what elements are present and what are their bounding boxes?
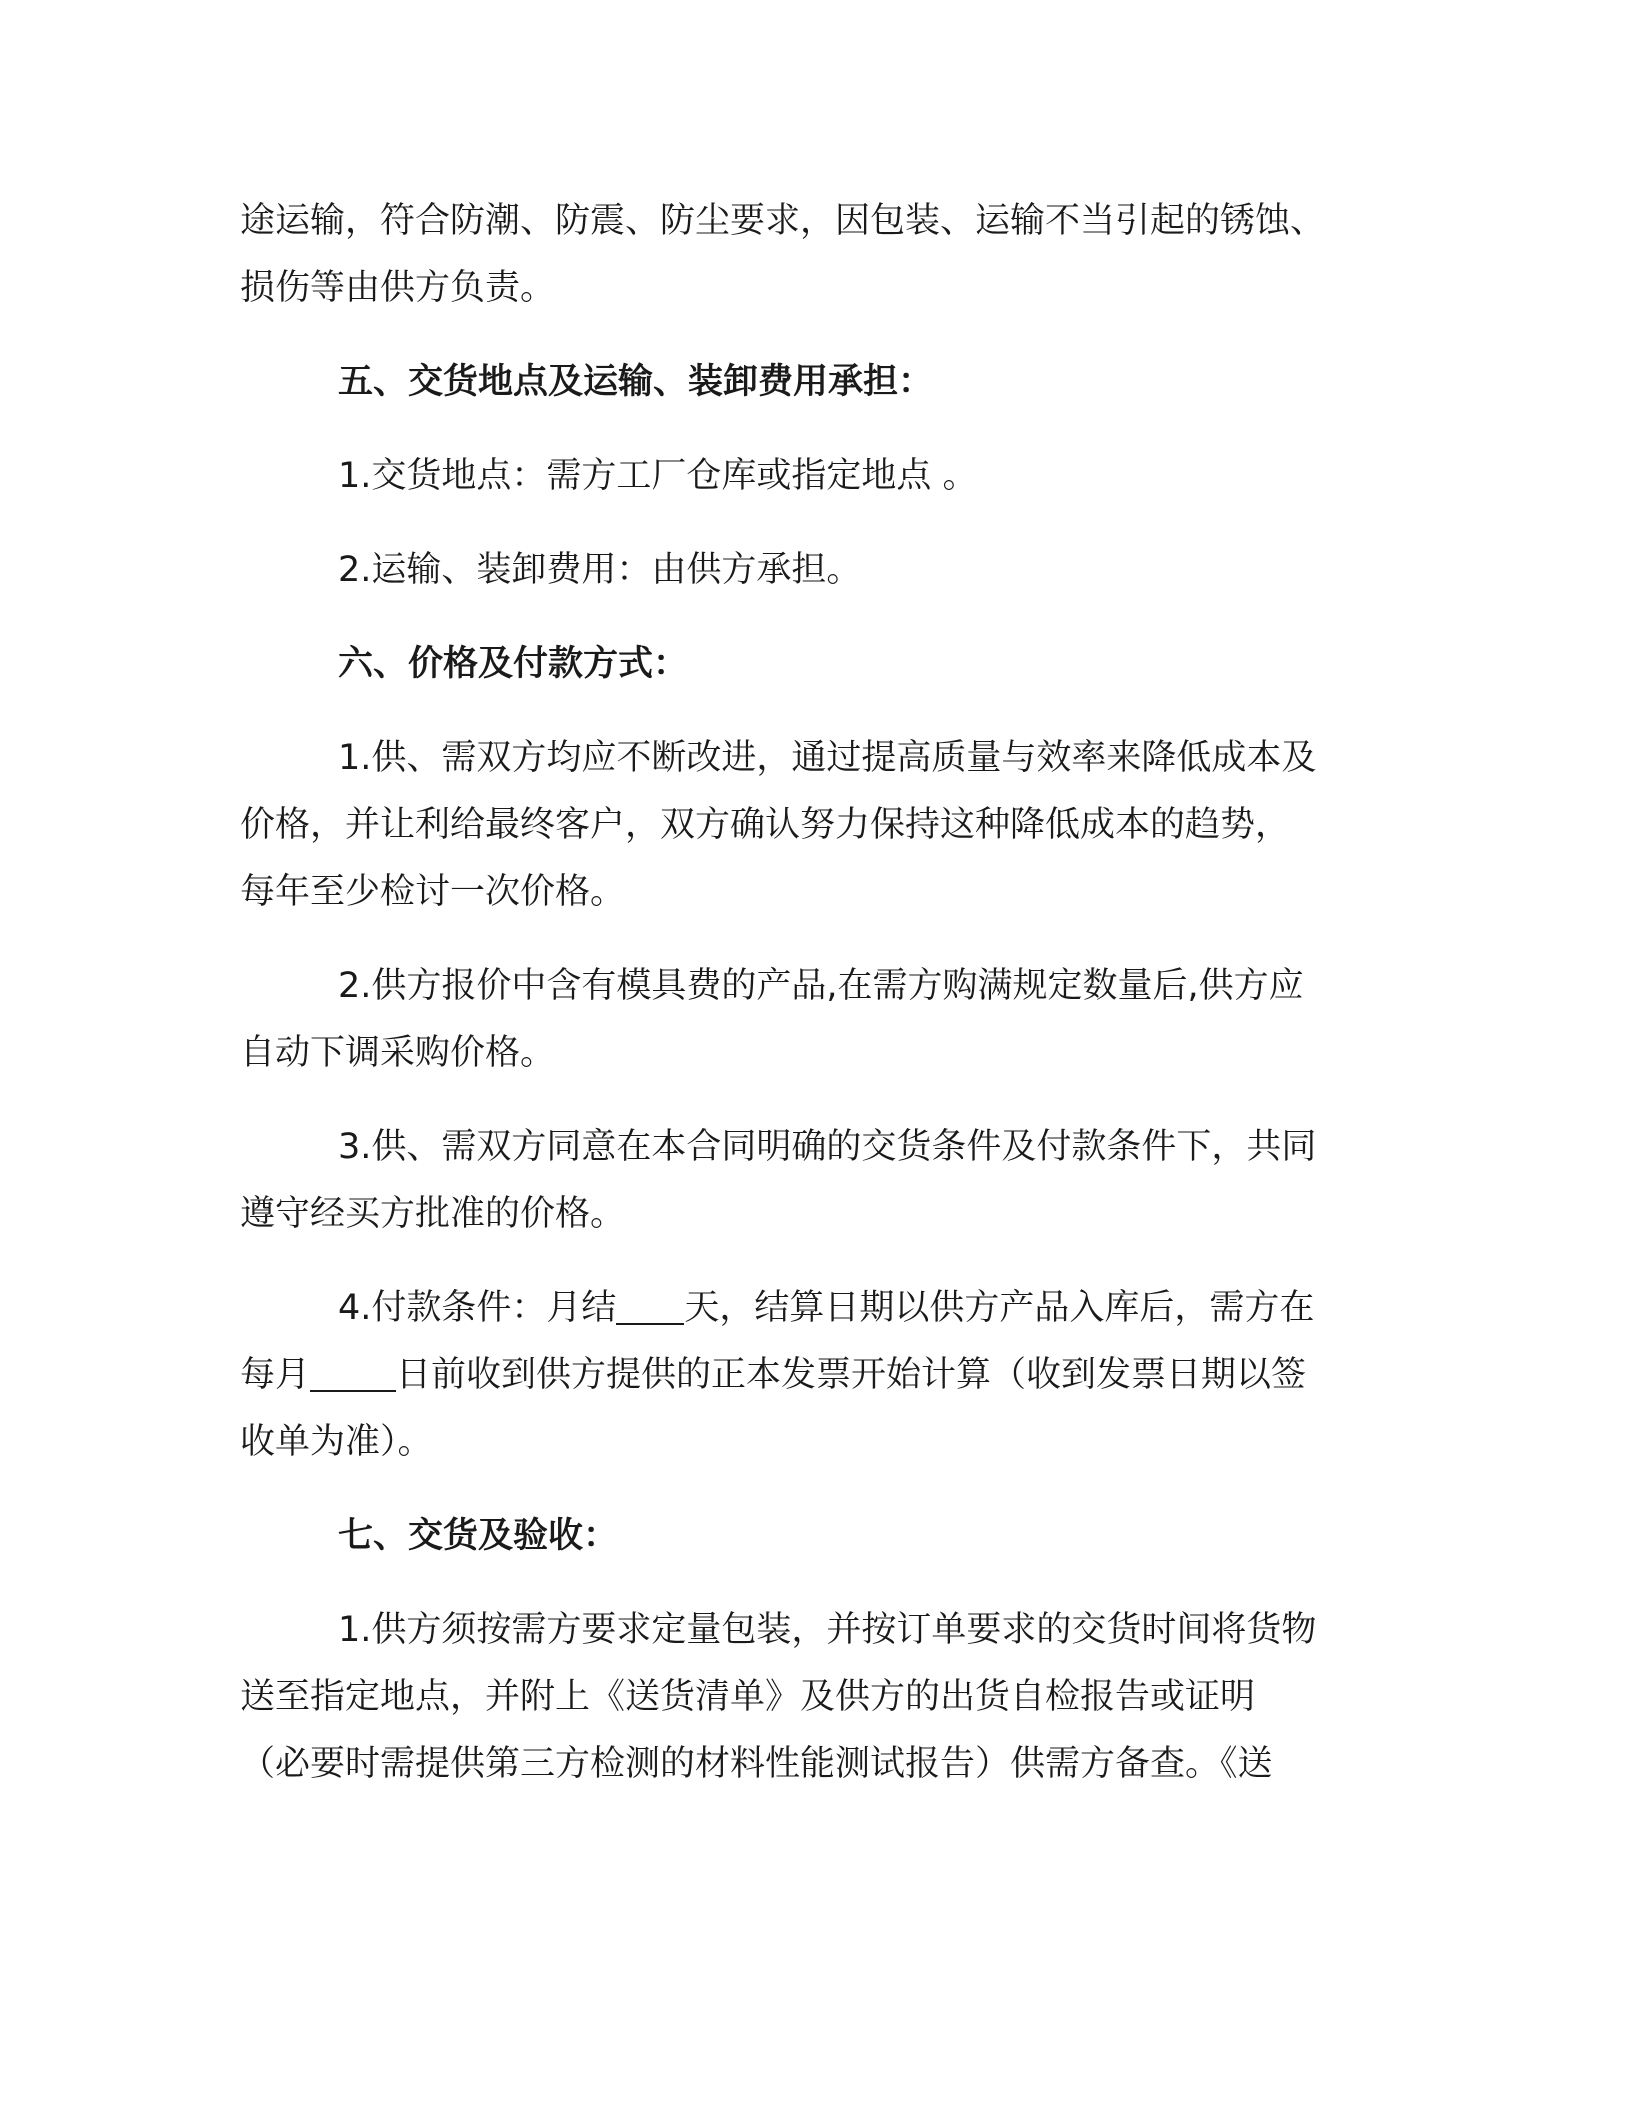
text-line: 收单为准）。: [240, 1422, 433, 1462]
section-heading-6: 六、价格及付款方式：: [338, 644, 689, 684]
text-fragment: 每月: [240, 1355, 311, 1395]
text-line: （必要时需提供第三方检测的材料性能测试报告）供需方备查。《送: [240, 1744, 1273, 1784]
text-line: 1.供方须按需方要求定量包装，并按订单要求的交货时间将货物: [338, 1610, 1317, 1650]
text-fragment: 天，结算日期以供方产品入库后，需方在: [684, 1288, 1315, 1328]
text-line: 自动下调采购价格。: [240, 1033, 556, 1073]
text-line: 途运输，符合防潮、防震、防尘要求，因包装、运输不当引起的锈蚀、: [240, 201, 1326, 241]
payment-terms-line: [240, 1342, 1390, 1409]
text-line: 1.供、需双方均应不断改进，通过提高质量与效率来降低成本及: [338, 738, 1317, 778]
section-heading-7: 七、交货及验收：: [338, 1516, 619, 1556]
payment-terms-line: [240, 1275, 1390, 1342]
text-line: 送至指定地点，并附上《送货清单》及供方的出货自检报告或证明: [240, 1677, 1256, 1717]
text-fragment: 4.付款条件：月结: [338, 1288, 617, 1328]
text-line: 3.供、需双方同意在本合同明确的交货条件及付款条件下，共同: [338, 1127, 1317, 1167]
document-page: [240, 188, 1390, 1798]
text-line: 2.供方报价中含有模具费的产品,在需方购满规定数量后,供方应: [338, 966, 1304, 1006]
text-line: 损伤等由供方负责。: [240, 268, 556, 308]
text-line: 价格，并让利给最终客户，双方确认努力保持这种降低成本的趋势，: [240, 805, 1291, 845]
fill-blank-days: [616, 1293, 684, 1325]
text-line: 每年至少检讨一次价格。: [240, 872, 626, 912]
text-line: 遵守经买方批准的价格。: [240, 1194, 626, 1234]
text-line: 1.交货地点：需方工厂仓库或指定地点 。: [338, 456, 978, 496]
fill-blank-date: [310, 1360, 396, 1392]
section-heading-5: 五、交货地点及运输、装卸费用承担：: [338, 362, 934, 402]
text-line: 2.运输、装卸费用：由供方承担。: [338, 550, 862, 590]
text-fragment: 日前收到供方提供的正本发票开始计算（收到发票日期以签: [396, 1355, 1307, 1395]
